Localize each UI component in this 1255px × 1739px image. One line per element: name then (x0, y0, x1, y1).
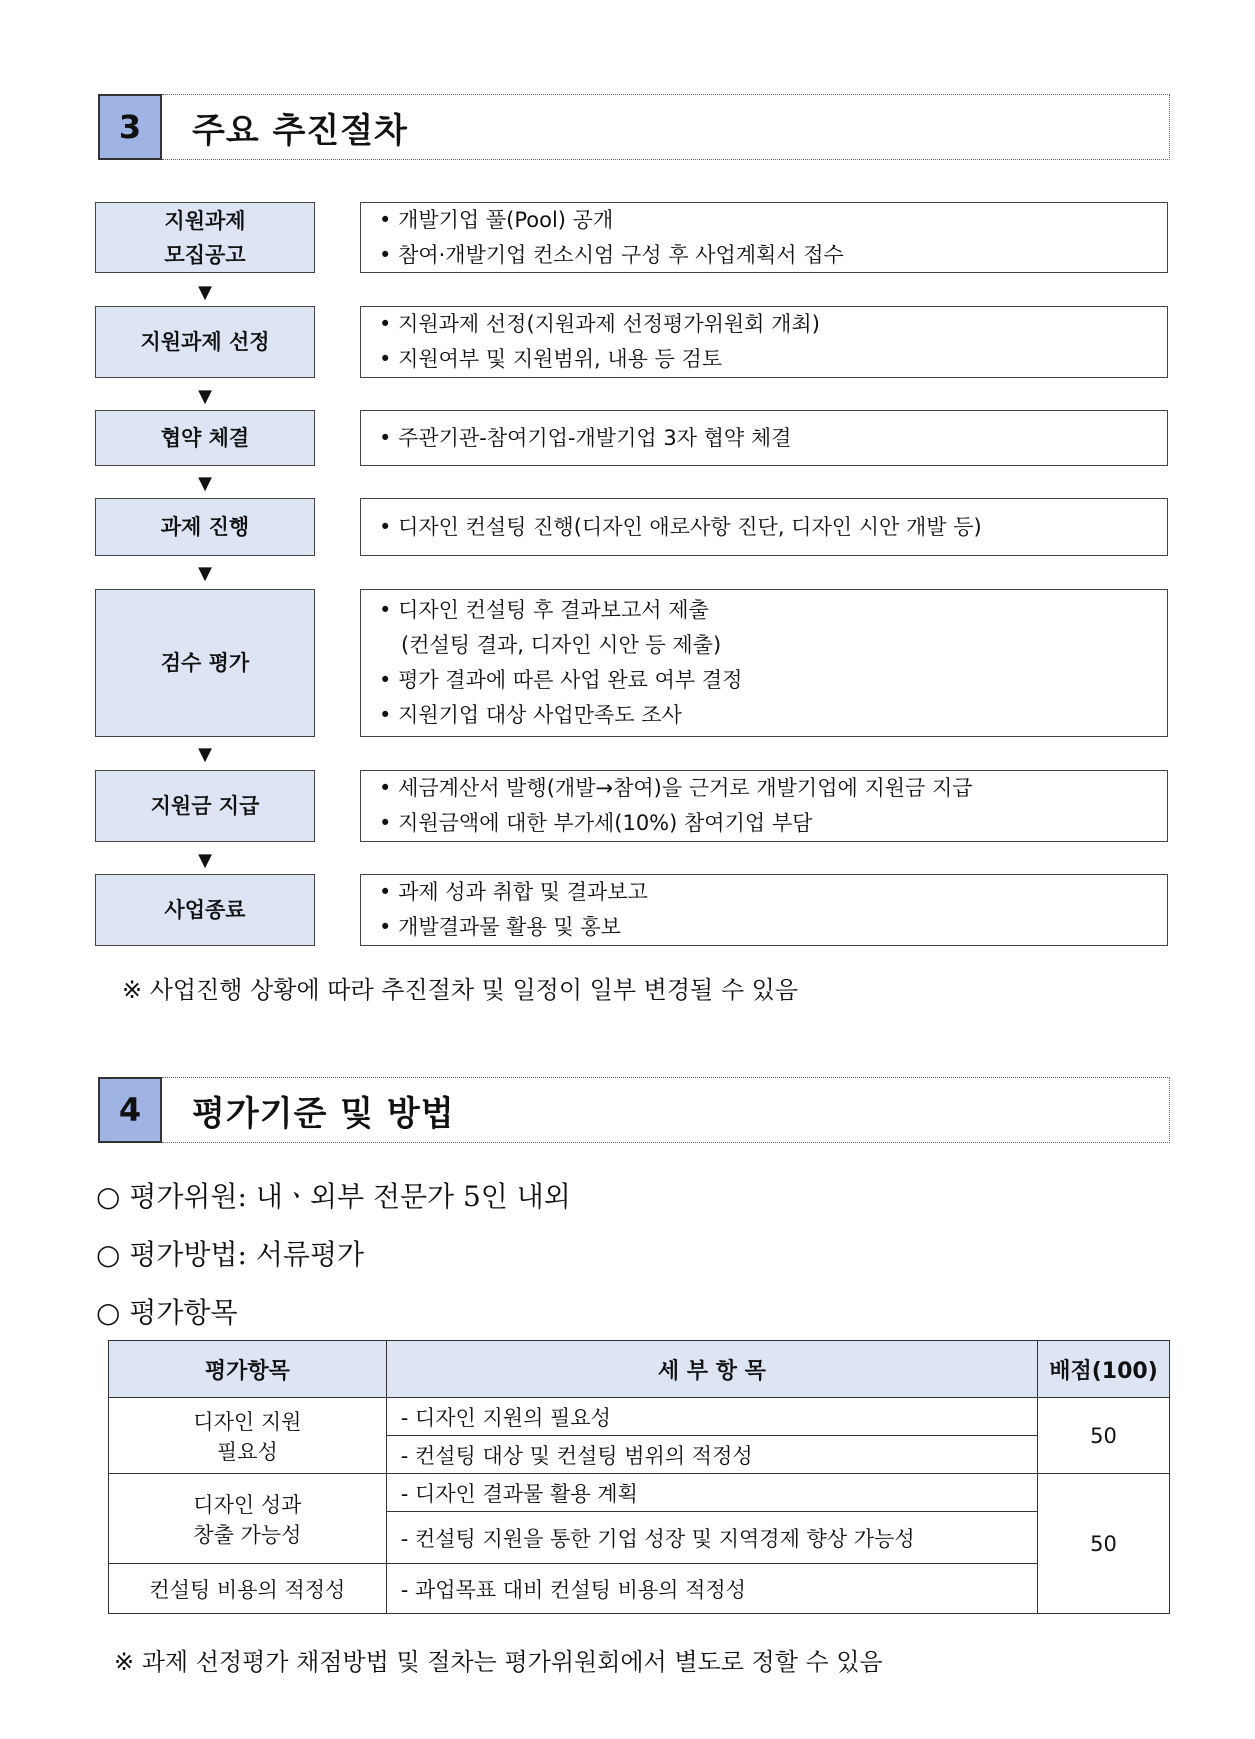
flow-arrow: ▼ (198, 744, 212, 765)
evaluation-note: ※ 과제 선정평가 채점방법 및 절차는 평가위원회에서 별도로 정할 수 있음 (114, 1648, 883, 1676)
step-item: • 지원기업 대상 사업만족도 조사 (379, 698, 1167, 733)
flow-arrow: ▼ (198, 282, 212, 303)
step-label-agreement (95, 410, 315, 466)
section-3-header (98, 94, 1170, 160)
category-cell: 컨설팅 비용의 적정성 (109, 1564, 387, 1614)
flow-arrow: ▼ (198, 386, 212, 407)
section-4-header (98, 1077, 1170, 1143)
step-item: • 평가 결과에 따른 사업 완료 여부 결정 (379, 663, 1167, 698)
step-item: • 지원금액에 대한 부가세(10%) 참여기업 부담 (379, 806, 1167, 841)
step-label-line: 지원금 지급 (150, 794, 260, 818)
procedure-note: ※ 사업진행 상황에 따라 추진절차 및 일정이 일부 변경될 수 있음 (122, 976, 798, 1004)
step-item: • 개발결과물 활용 및 홍보 (379, 910, 1167, 945)
flow-arrow: ▼ (198, 563, 212, 584)
step-desc-progress (360, 498, 1168, 556)
bullet-method: ○ 평가방법: 서류평가 (96, 1238, 365, 1271)
step-item: • 개발기업 풀(Pool) 공개 (379, 203, 1167, 238)
score-cell: 50 (1038, 1398, 1170, 1474)
flow-arrow: ▼ (198, 850, 212, 871)
step-item: • 참여·개발기업 컨소시엄 구성 후 사업계획서 접수 (379, 238, 1167, 273)
category-line: 필요성 (216, 1439, 278, 1464)
bullet-evaluators: ○ 평가위원: 내ㆍ외부 전문가 5인 내외 (96, 1180, 571, 1213)
category-line: 디자인 성과 (193, 1492, 302, 1517)
step-desc-closing (360, 874, 1168, 946)
section-title: 주요 추진절차 (162, 94, 1170, 160)
section-title: 평가기준 및 방법 (162, 1077, 1170, 1143)
detail-cell: - 디자인 지원의 필요성 (386, 1398, 1037, 1436)
step-desc-inspection (360, 589, 1168, 737)
step-label-line: 검수 평가 (160, 651, 250, 675)
flow-arrow: ▼ (198, 473, 212, 494)
section-number: 3 (98, 94, 162, 160)
step-item: • 지원여부 및 지원범위, 내용 등 검토 (379, 342, 1167, 377)
section-number: 4 (98, 1077, 162, 1143)
evaluation-table (108, 1340, 1170, 1614)
step-item: • 디자인 컨설팅 진행(디자인 애로사항 진단, 디자인 시안 개발 등) (379, 510, 1167, 545)
category-line: 창출 가능성 (193, 1522, 302, 1547)
step-item: • 지원과제 선정(지원과제 선정평가위원회 개최) (379, 307, 1167, 342)
step-label-line: 협약 체결 (160, 426, 250, 450)
detail-cell: - 컨설팅 대상 및 컨설팅 범위의 적정성 (386, 1436, 1037, 1474)
step-desc-payment (360, 770, 1168, 842)
step-item: • 세금계산서 발행(개발→참여)을 근거로 개발기업에 지원금 지급 (379, 771, 1167, 806)
step-label-line: 지원과제 (164, 208, 246, 233)
category-cell (109, 1474, 387, 1564)
step-label-line: 모집공고 (164, 242, 246, 267)
step-desc-recruit (360, 202, 1168, 273)
category-cell (109, 1398, 387, 1474)
step-label-progress (95, 498, 315, 556)
detail-cell: - 디자인 결과물 활용 계획 (386, 1474, 1037, 1512)
header-category: 평가항목 (109, 1341, 387, 1398)
step-label-selection (95, 306, 315, 378)
category-line: 디자인 지원 (193, 1409, 302, 1434)
bullet-items: ○ 평가항목 (96, 1296, 238, 1329)
step-label-line: 과제 진행 (160, 515, 250, 539)
table-header-row (109, 1341, 1170, 1398)
table-row (109, 1474, 1170, 1512)
step-item: (컨설팅 결과, 디자인 시안 등 제출) (401, 633, 722, 657)
step-label-closing (95, 874, 315, 946)
step-item: • 디자인 컨설팅 후 결과보고서 제출 (379, 593, 1167, 628)
detail-cell: - 컨설팅 지원을 통한 기업 성장 및 지역경제 향상 가능성 (386, 1512, 1037, 1564)
step-desc-agreement (360, 410, 1168, 466)
step-label-line: 사업종료 (164, 898, 246, 922)
score-cell: 50 (1038, 1474, 1170, 1614)
step-label-recruit (95, 202, 315, 273)
step-label-payment (95, 770, 315, 842)
step-label-inspection (95, 589, 315, 737)
table-row (109, 1398, 1170, 1436)
step-desc-selection (360, 306, 1168, 378)
step-item: • 과제 성과 취합 및 결과보고 (379, 875, 1167, 910)
header-score: 배점(100) (1038, 1341, 1170, 1398)
detail-cell: - 과업목표 대비 컨설팅 비용의 적정성 (386, 1564, 1037, 1614)
step-item: • 주관기관-참여기업-개발기업 3자 협약 체결 (379, 421, 1167, 456)
table-row (109, 1564, 1170, 1614)
step-label-line: 지원과제 선정 (140, 330, 270, 354)
header-details: 세 부 항 목 (386, 1341, 1037, 1398)
